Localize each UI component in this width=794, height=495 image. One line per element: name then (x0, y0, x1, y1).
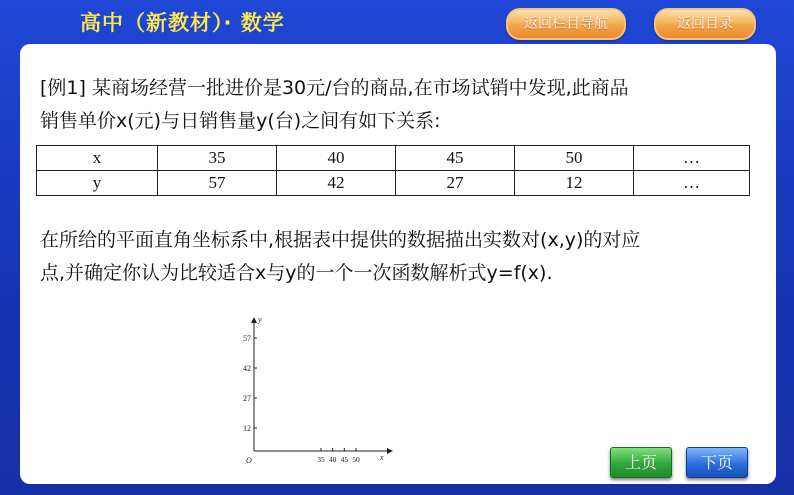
problem-text-line-3: 在所给的平面直角坐标系中,根据表中提供的数据描出实数对(x,y)的对应 (40, 229, 641, 251)
y-tick-label: 12 (243, 424, 251, 433)
table-cell: y (37, 171, 158, 196)
table-cell: 40 (277, 146, 396, 171)
y-tick-label: 42 (243, 364, 251, 373)
data-table (36, 145, 750, 196)
coordinate-chart (232, 308, 402, 468)
table-cell: 42 (277, 171, 396, 196)
next-page-button[interactable]: 下页 (686, 447, 748, 478)
prev-page-button[interactable]: 上页 (610, 447, 672, 478)
origin-label: O (246, 456, 252, 465)
table-cell: 57 (158, 171, 277, 196)
x-tick-label: 40 (328, 455, 337, 464)
y-axis-label: y (258, 315, 262, 324)
table-cell: x (37, 146, 158, 171)
x-axis-label: x (380, 453, 384, 462)
course-title: 高中（新教材）· 数学 (80, 11, 285, 35)
x-tick-label: 50 (352, 455, 360, 464)
table-cell: 45 (396, 146, 515, 171)
problem-text-line-1: [例1] 某商场经营一批进价是30元/台的商品,在市场试销中发现,此商品 (40, 77, 629, 99)
back-to-toc-button[interactable]: 返回目录 (654, 8, 756, 40)
table-cell: … (634, 146, 750, 171)
table-cell: 27 (396, 171, 515, 196)
problem-text-line-2: 销售单价x(元)与日销售量y(台)之间有如下关系: (40, 110, 441, 132)
x-tick-label: 45 (340, 455, 349, 464)
table-cell: 12 (515, 171, 634, 196)
y-tick-label: 57 (243, 334, 251, 343)
table-row (37, 171, 750, 196)
table-cell: … (634, 171, 750, 196)
problem-text-line-4: 点,并确定你认为比较适合x与y的一个一次函数解析式y=f(x). (40, 262, 553, 284)
table-row (37, 146, 750, 171)
table-cell: 50 (515, 146, 634, 171)
back-to-section-button[interactable]: 返回栏目导航 (506, 8, 626, 40)
y-tick-label: 27 (243, 394, 251, 403)
table-cell: 35 (158, 146, 277, 171)
x-tick-label: 35 (317, 455, 325, 464)
